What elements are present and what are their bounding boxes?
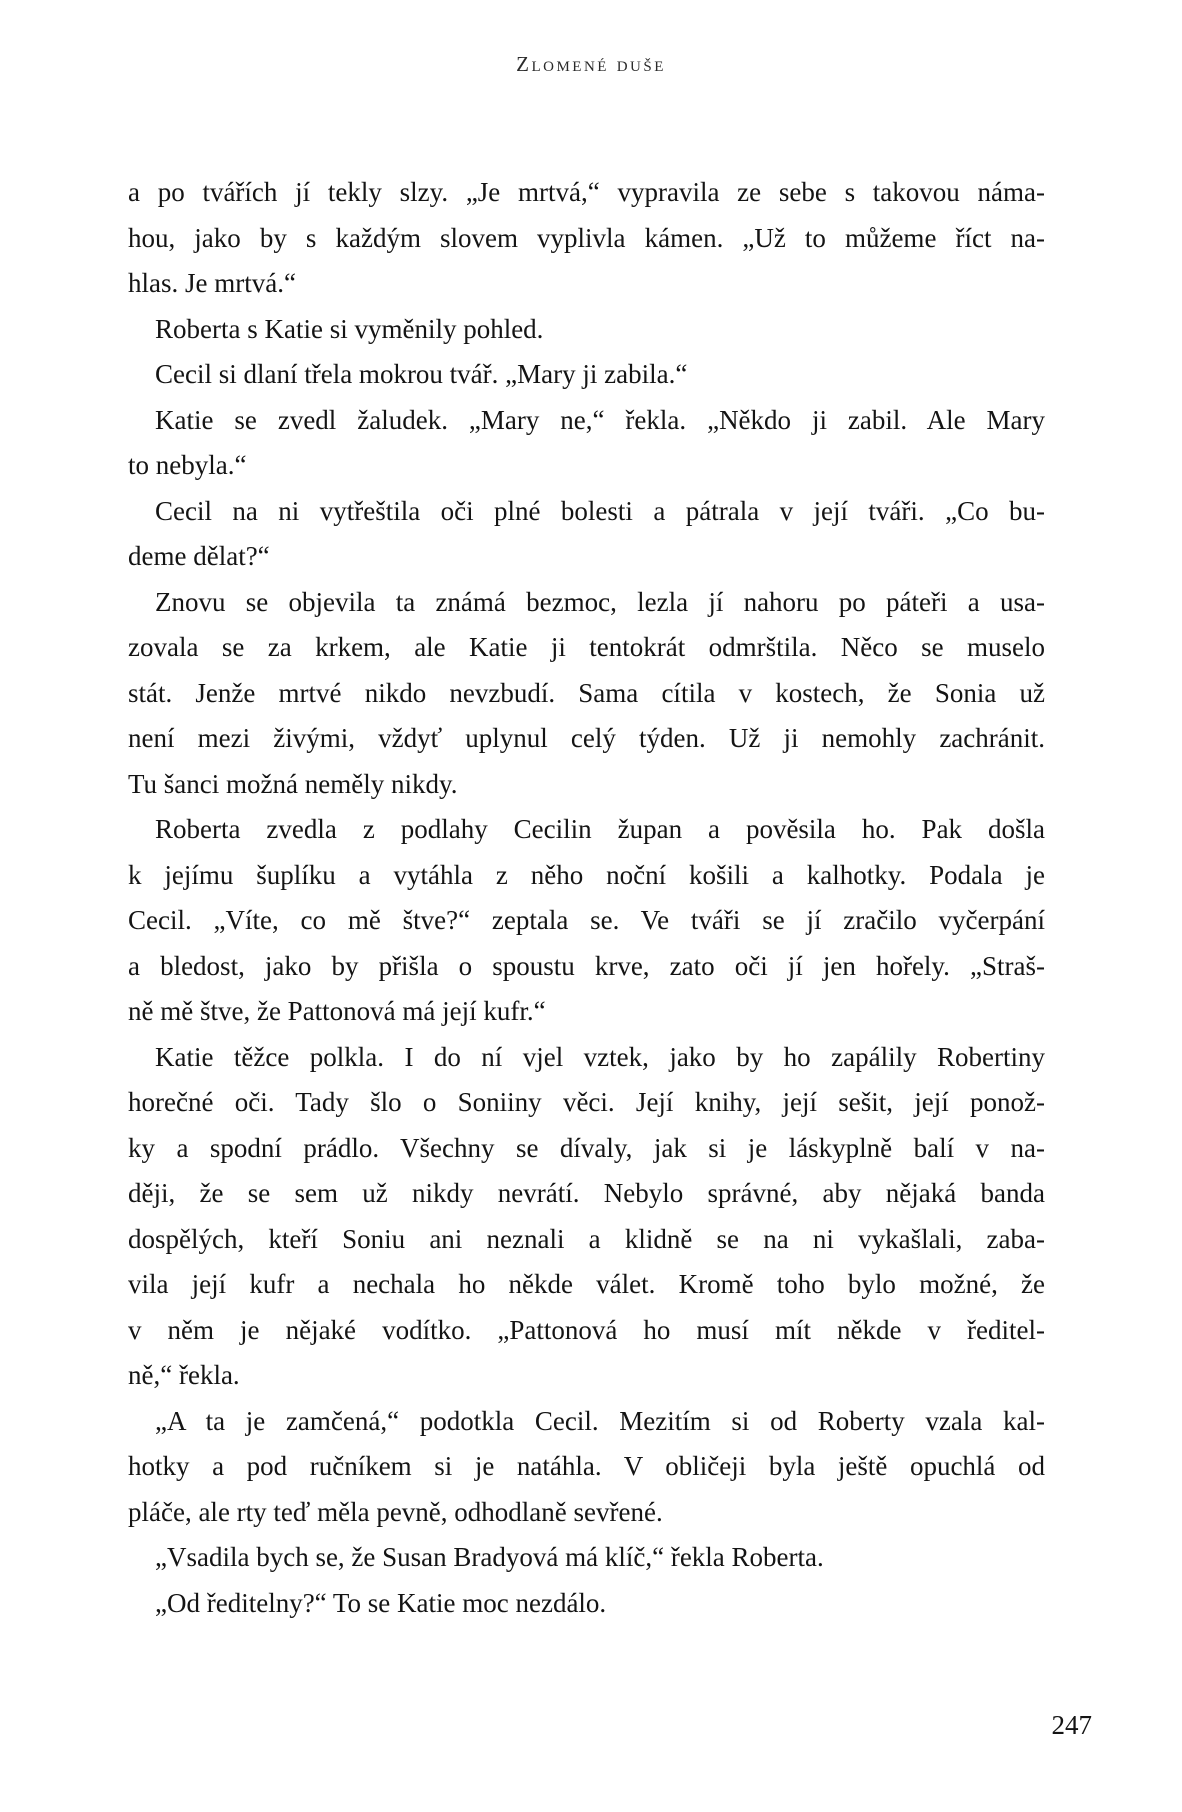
text-line: hlas. Je mrtvá.“ xyxy=(128,268,296,298)
running-head: Zlomené duše xyxy=(516,52,666,76)
text-line: horečné oči. Tady šlo o Soniiny věci. Její knihy, její sešit, její ponož- xyxy=(128,1087,1045,1117)
text-line: ději, že se sem už nikdy nevrátí. Nebylo správné, aby nějaká banda xyxy=(128,1178,1045,1208)
text-line: vila její kufr a nechala ho někde válet. Kromě toho bylo možné, že xyxy=(128,1269,1045,1299)
text-line: a bledost, jako by přišla o spoustu krve, zato oči jí jen hořely. „Straš- xyxy=(128,950,1045,981)
text-line: v něm je nějaké vodítko. „Pattonová ho musí mít někde v ředitel- xyxy=(128,1314,1045,1345)
text-line: Roberta s Katie si vyměnily pohled. xyxy=(155,313,544,344)
text-line: ky a spodní prádlo. Všechny se dívaly, jak si je láskyplně balí v na- xyxy=(128,1132,1045,1163)
text-line: Cecil na ni vytřeštila oči plné bolesti a pátrala v její tváři. „Co bu- xyxy=(155,495,1045,526)
text-line: Katie těžce polkla. I do ní vjel vztek, jako by ho zapálily Robertiny xyxy=(155,1041,1045,1072)
text-line: deme dělat?“ xyxy=(128,541,270,571)
text-line: zovala se za krkem, ale Katie ji tentokrát odmrštila. Něco se muselo xyxy=(128,632,1045,662)
text-line: to nebyla.“ xyxy=(128,450,247,480)
text-line: stát. Jenže mrtvé nikdo nevzbudí. Sama cítila v kostech, že Sonia už xyxy=(128,677,1045,708)
text-line: hou, jako by s každým slovem vyplivla kámen. „Už to můžeme říct na- xyxy=(128,222,1045,253)
text-line: pláče, ale rty teď měla pevně, odhodlaně sevřené. xyxy=(128,1496,663,1527)
text-line: Roberta zvedla z podlahy Cecilin župan a pověsila ho. Pak došla xyxy=(155,814,1045,844)
text-line: a po tvářích jí tekly slzy. „Je mrtvá,“ vypravila ze sebe s takovou náma- xyxy=(128,177,1045,207)
text-line: „A ta je zamčená,“ podotkla Cecil. Mezitím si od Roberty vzala kal- xyxy=(155,1405,1045,1436)
text-line: dospělých, kteří Soniu ani neznali a klidně se na ni vykašlali, zaba- xyxy=(128,1223,1045,1254)
body-text xyxy=(128,170,1045,1626)
text-line: Cecil si dlaní třela mokrou tvář. „Mary ji zabila.“ xyxy=(155,359,688,389)
text-line: ně,“ řekla. xyxy=(128,1360,240,1390)
text-line: k jejímu šuplíku a vytáhla z něho noční košili a kalhotky. Podala je xyxy=(128,859,1045,890)
text-line: Tu šanci možná neměly nikdy. xyxy=(128,768,458,799)
page-number: 247 xyxy=(1051,1710,1092,1740)
text-line: není mezi živými, vždyť uplynul celý týden. Už ji nemohly zachránit. xyxy=(128,723,1045,753)
text-line: hotky a pod ručníkem si je natáhla. V obličeji byla ještě opuchlá od xyxy=(128,1451,1045,1481)
text-line: Cecil. „Víte, co mě štve?“ zeptala se. Ve tváři se jí zračilo vyčerpání xyxy=(128,905,1045,935)
text-line: Znovu se objevila ta známá bezmoc, lezla jí nahoru po páteři a usa- xyxy=(155,586,1045,617)
text-line: Katie se zvedl žaludek. „Mary ne,“ řekla. „Někdo ji zabil. Ale Mary xyxy=(155,404,1045,435)
text-line: „Od ředitelny?“ To se Katie moc nezdálo. xyxy=(155,1587,607,1618)
text-line: ně mě štve, že Pattonová má její kufr.“ xyxy=(128,996,546,1026)
text-line: „Vsadila bych se, že Susan Bradyová má klíč,“ řekla Roberta. xyxy=(155,1542,824,1572)
